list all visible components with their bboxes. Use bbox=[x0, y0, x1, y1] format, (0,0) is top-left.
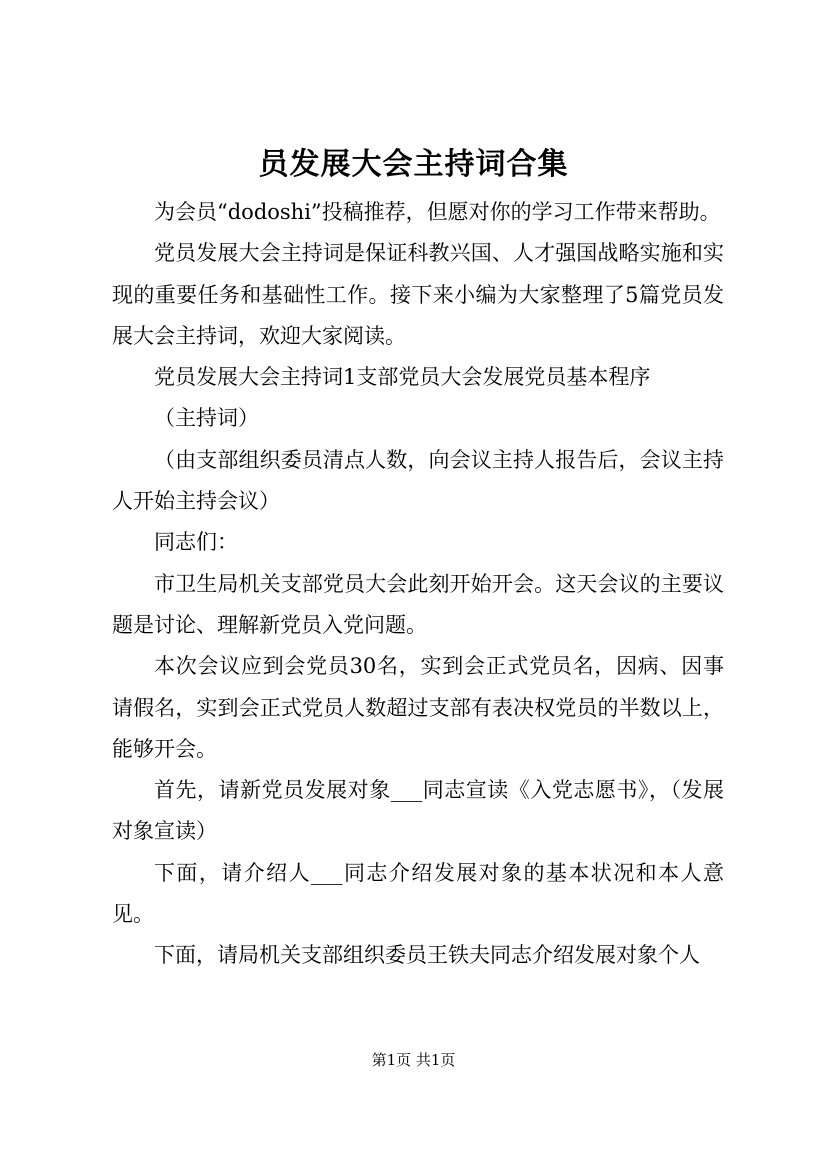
paragraph-stage-direction: （由支部组织委员清点人数，向会议主持人报告后，会议主持人开始主持会议） bbox=[112, 447, 724, 514]
paragraph-application-reading: 首先，请新党员发展对象___同志宣读《入党志愿书》，（发展对象宣读） bbox=[112, 778, 724, 844]
paragraph-meeting-open: 市卫生局机关支部党员大会此刻开始开会。这天会议的主要议题是讨论、理解新党员入党问题。 bbox=[112, 571, 724, 637]
paragraph-greeting: 同志们： bbox=[154, 530, 238, 555]
paragraph-heading-1: 党员发展大会主持词1支部党员大会发展党员基本程序 bbox=[154, 365, 651, 390]
paragraph-introducer: 下面，请介绍人___同志介绍发展对象的基本状况和本人意见。 bbox=[112, 860, 724, 927]
paragraph-intro: 为会员“dodoshi”投稿推荐，但愿对你的学习工作带来帮助。 bbox=[154, 200, 721, 224]
document-body bbox=[112, 192, 724, 977]
paragraph-attendance: 本次会议应到会党员30名，实到会正式党员名，因病、因事请假名，实到会正式党员人数超过支部有表决权党员的半数以上，能够开会。 bbox=[112, 654, 724, 761]
page-number: 第1页 共1页 bbox=[371, 1051, 456, 1069]
document-title: 员发展大会主持词合集 bbox=[258, 147, 569, 182]
paragraph-summary: 党员发展大会主持词是保证科教兴国、人才强国战略实施和实现的重要任务和基础性工作。接下来小编为大家整理了5篇党员发展大会主持词，欢迎大家阅读。 bbox=[112, 241, 724, 348]
paragraph-committee-member: 下面，请局机关支部组织委员王铁夫同志介绍发展对象个人 bbox=[154, 943, 700, 968]
paragraph-host-note: （主持词） bbox=[154, 406, 259, 431]
